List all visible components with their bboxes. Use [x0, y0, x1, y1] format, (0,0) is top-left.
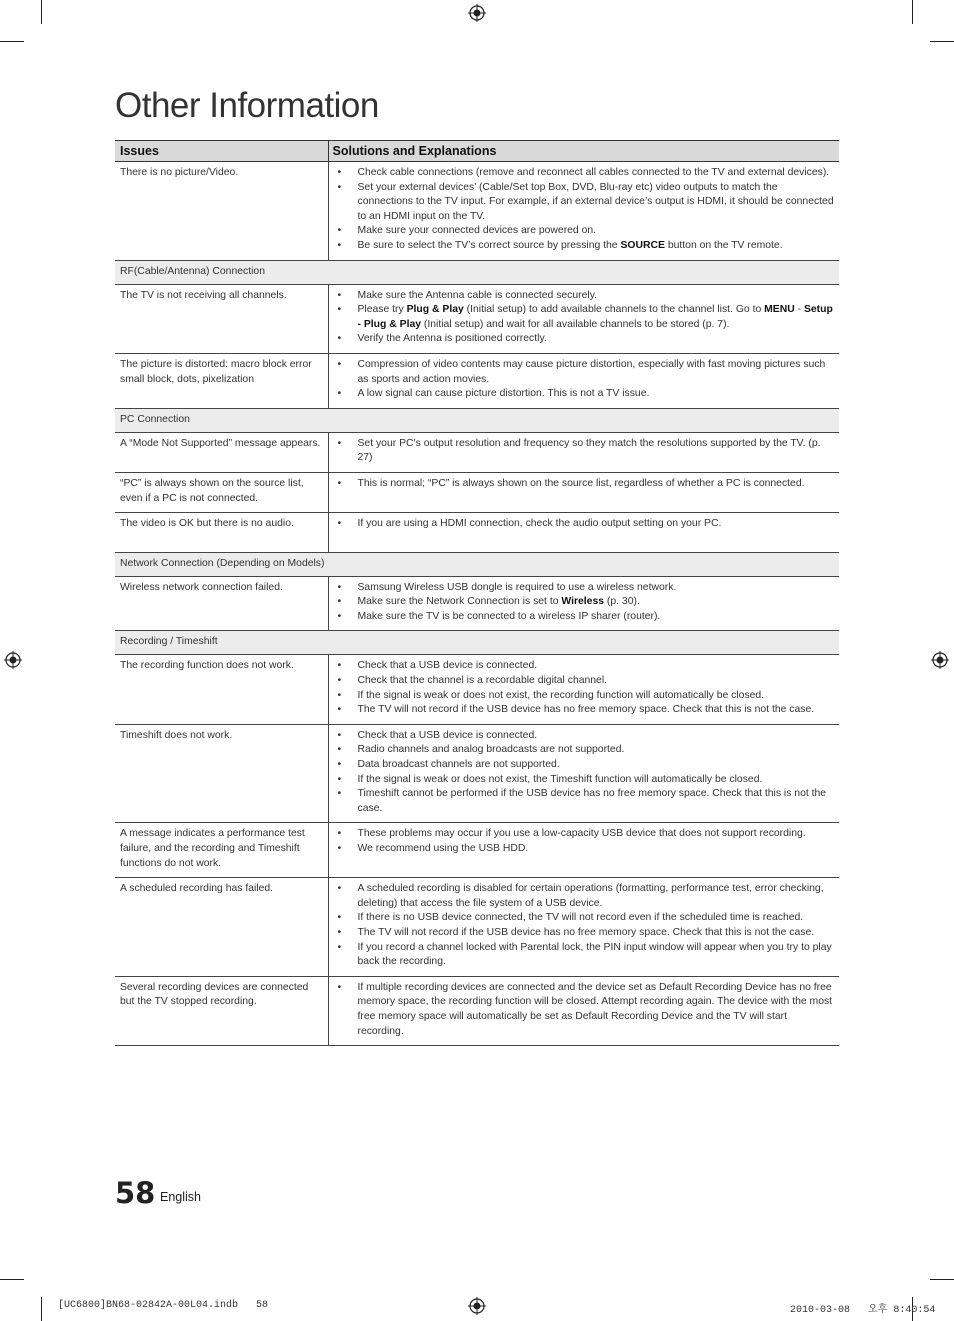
- section-header-row: [115, 260, 839, 284]
- crop-mark: [930, 1279, 954, 1280]
- section-header-row: [115, 408, 839, 432]
- table-row: [115, 823, 839, 878]
- footer-timestamp: 2010-03-08 오후 8:40:54: [790, 1305, 936, 1316]
- issue-cell: The picture is distorted: macro block error small block, dots, pixelization: [115, 353, 328, 408]
- table-row: [115, 513, 839, 553]
- table-body: [115, 162, 839, 1046]
- crop-mark: [0, 41, 24, 42]
- solution-cell: [328, 284, 839, 353]
- issue-cell: A “Mode Not Supported” message appears.: [115, 432, 328, 472]
- crop-mark: [41, 0, 42, 24]
- solution-item: • Data broadcast channels are not supported.: [337, 758, 835, 773]
- solution-cell: [328, 472, 839, 512]
- footer-file-name: [UC6800]BN68-02842A-00L04.indb 58: [58, 1300, 269, 1311]
- solution-list: [337, 477, 835, 492]
- solution-list: [337, 882, 835, 970]
- crop-mark: [930, 41, 954, 42]
- solution-item: • These problems may occur if you use a low-capacity USB device that does not support recording.: [337, 827, 835, 842]
- table-row: [115, 976, 839, 1045]
- solution-item: • The TV will not record if the USB device has no free memory space. Check that this is not the case.: [337, 703, 835, 718]
- solution-item: • Check that a USB device is connected.: [337, 659, 835, 674]
- solution-list: [337, 166, 835, 254]
- crop-mark: [0, 1279, 24, 1280]
- issue-cell: The TV is not receiving all channels.: [115, 284, 328, 353]
- issue-cell: Timeshift does not work.: [115, 724, 328, 823]
- issue-cell: Several recording devices are connected but the TV stopped recording.: [115, 976, 328, 1045]
- solution-item: • This is normal; “PC” is always shown on the source list, regardless of whether a PC is connected.: [337, 477, 835, 492]
- issue-cell: A message indicates a performance test failure, and the recording and Timeshift functions do not work.: [115, 823, 328, 878]
- solution-list: [337, 659, 835, 717]
- solution-item: • Compression of video contents may cause picture distortion, especially with fast moving pictures such as sports and action movies.: [337, 358, 835, 387]
- issue-cell: There is no picture/Video.: [115, 162, 328, 261]
- crop-mark: [41, 1297, 42, 1321]
- crop-mark: [912, 0, 913, 24]
- section-title: PC Connection: [115, 408, 839, 432]
- solution-cell: [328, 724, 839, 823]
- solution-item: • A low signal can cause picture distortion. This is not a TV issue.: [337, 387, 835, 402]
- page-language: English: [160, 1190, 201, 1204]
- solution-item: • Check that the channel is a recordable digital channel.: [337, 674, 835, 689]
- table-header-row: [115, 141, 839, 162]
- page-number: 58: [115, 1176, 156, 1210]
- solution-item: • If you record a channel locked with Parental lock, the PIN input window will appear when you try to play back the recording.: [337, 941, 835, 970]
- table-row: [115, 724, 839, 823]
- solution-item: • Verify the Antenna is positioned correctly.: [337, 332, 835, 347]
- solution-cell: [328, 976, 839, 1045]
- solution-cell: [328, 162, 839, 261]
- registration-mark-icon: [468, 1297, 486, 1315]
- registration-mark-icon: [468, 4, 486, 22]
- section-title: RF(Cable/Antenna) Connection: [115, 260, 839, 284]
- solution-cell: [328, 655, 839, 724]
- table-row: [115, 878, 839, 977]
- solution-item: • Make sure your connected devices are powered on.: [337, 224, 835, 239]
- registration-mark-icon: [4, 651, 22, 669]
- table-row: [115, 655, 839, 724]
- solution-list: [337, 581, 835, 625]
- solution-item: • Set your external devices’ (Cable/Set top Box, DVD, Blu-ray etc) video outputs to match the connections to the TV input. For example, if an external device’s output is HDMI, it should be connected to an HDMI input on the TV.: [337, 181, 835, 225]
- solution-cell: [328, 513, 839, 553]
- solution-item: • Please try Plug & Play (Initial setup) to add available channels to the channel list. Go to MENU - Setup - Plug & Play (Initial setup) and wait for all available channels to be stored (p. 7).: [337, 303, 835, 332]
- solution-cell: [328, 432, 839, 472]
- table-row: [115, 472, 839, 512]
- solution-list: [337, 517, 835, 532]
- solution-cell: [328, 576, 839, 631]
- issue-cell: The recording function does not work.: [115, 655, 328, 724]
- solution-item: • Make sure the Antenna cable is connected securely.: [337, 289, 835, 304]
- solution-item: • A scheduled recording is disabled for certain operations (formatting, performance test, error checking, deleting) that access the file system of a USB device.: [337, 882, 835, 911]
- solution-item: • Be sure to select the TV’s correct source by pressing the SOURCE button on the TV remote.: [337, 239, 835, 254]
- section-title: Recording / Timeshift: [115, 631, 839, 655]
- solution-item: • Timeshift cannot be performed if the USB device has no free memory space. Check that this is not the case.: [337, 787, 835, 816]
- solutions-header: Solutions and Explanations: [328, 141, 839, 162]
- issue-cell: The video is OK but there is no audio.: [115, 513, 328, 553]
- solution-list: [337, 358, 835, 402]
- solution-list: [337, 437, 835, 466]
- section-header-row: [115, 552, 839, 576]
- solution-item: • Make sure the TV is be connected to a wireless IP sharer (router).: [337, 610, 835, 625]
- table-row: [115, 353, 839, 408]
- section-header-row: [115, 631, 839, 655]
- solution-cell: [328, 823, 839, 878]
- issue-cell: A scheduled recording has failed.: [115, 878, 328, 977]
- table-row: [115, 284, 839, 353]
- solution-item: • Set your PC’s output resolution and frequency so they match the resolutions supported by the TV. (p. 27): [337, 437, 835, 466]
- issue-cell: “PC” is always shown on the source list, even if a PC is not connected.: [115, 472, 328, 512]
- solution-cell: [328, 353, 839, 408]
- solution-item: • The TV will not record if the USB device has no free memory space. Check that this is not the case.: [337, 926, 835, 941]
- table-row: [115, 576, 839, 631]
- registration-mark-icon: [931, 651, 949, 669]
- solution-list: [337, 289, 835, 347]
- solution-item: • Samsung Wireless USB dongle is required to use a wireless network.: [337, 581, 835, 596]
- solution-list: [337, 981, 835, 1039]
- page-title: Other Information: [115, 86, 379, 125]
- table-row: [115, 162, 839, 261]
- table-row: [115, 432, 839, 472]
- issue-cell: Wireless network connection failed.: [115, 576, 328, 631]
- section-title: Network Connection (Depending on Models): [115, 552, 839, 576]
- solution-item: • If multiple recording devices are connected and the device set as Default Recording Device has no free memory space, the recording function will be closed. Attempt recording again. The device with the most free memory space will automatically be set as Default Recording Device and the TV will start recording.: [337, 981, 835, 1039]
- solution-list: [337, 827, 835, 856]
- solution-list: [337, 729, 835, 817]
- solution-item: • We recommend using the USB HDD.: [337, 842, 835, 857]
- solution-item: • Check that a USB device is connected.: [337, 729, 835, 744]
- solution-item: • If there is no USB device connected, the TV will not record even if the scheduled time is reached.: [337, 911, 835, 926]
- solution-item: • If you are using a HDMI connection, check the audio output setting on your PC.: [337, 517, 835, 532]
- solution-item: • If the signal is weak or does not exist, the Timeshift function will automatically be closed.: [337, 773, 835, 788]
- solution-cell: [328, 878, 839, 977]
- solution-item: • Check cable connections (remove and reconnect all cables connected to the TV and external devices).: [337, 166, 835, 181]
- solution-item: • If the signal is weak or does not exist, the recording function will automatically be closed.: [337, 689, 835, 704]
- issues-header: Issues: [115, 141, 328, 162]
- solution-item: • Make sure the Network Connection is set to Wireless (p. 30).: [337, 595, 835, 610]
- troubleshooting-table: [115, 140, 839, 1046]
- solution-item: • Radio channels and analog broadcasts are not supported.: [337, 743, 835, 758]
